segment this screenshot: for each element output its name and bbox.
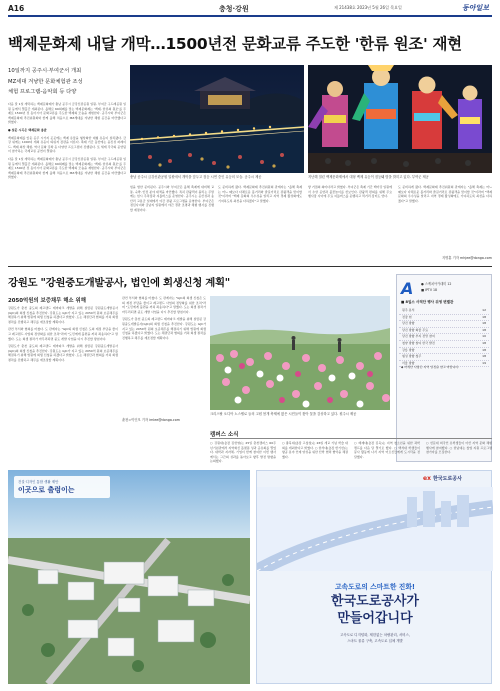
ad-left-title: 이곳으로 출렁이는 xyxy=(18,486,75,494)
lead-body-col5 xyxy=(398,185,492,255)
sidebar-row xyxy=(399,334,489,341)
sidebar-subtitle: ■ IPTV 18 xyxy=(421,288,438,292)
event-sidebar xyxy=(396,274,492,462)
header-rule xyxy=(8,15,492,17)
story2-byline: 춘천=이인모 기자 imlee@donga.com xyxy=(122,418,180,422)
sidebar-row xyxy=(399,321,489,328)
section-divider xyxy=(8,266,492,267)
lead-photo-right xyxy=(308,65,492,173)
row-value: 18 xyxy=(482,340,486,345)
row-value: 18 xyxy=(482,347,486,352)
page-number: A16 xyxy=(8,4,25,13)
ad-left-tagline: 건설·디자인 통합 생활 제안 xyxy=(18,480,59,484)
briefs-col4 xyxy=(426,441,492,465)
row-value: 18 xyxy=(482,321,486,326)
aerial-city-render xyxy=(8,470,250,684)
row-value: 18 xyxy=(482,314,486,319)
sidebar-date: ● 스케치아카데미 12 xyxy=(421,282,452,286)
lead-body-col3 xyxy=(218,185,302,263)
briefs-col3 xyxy=(354,441,420,465)
paragraph: 쌓 거점의 의미다라고 밝혔다. 부여군은 축제 기간 백마강 일원에서 수상 공연과 불꽃놀이를 선보인다. 관광객 편의를 위해 주요 행사장 사이에 무료 셔틀버스를 운행하고 먹거리 장터도 연다. xyxy=(308,185,392,199)
briefs-col1 xyxy=(210,441,276,465)
night-lantern-photo xyxy=(130,65,304,173)
lead-deck xyxy=(8,66,128,98)
ad-art xyxy=(257,487,493,571)
story2-deck: 2050억원의 보증채무 해소 위해 xyxy=(8,298,86,304)
sidebar-row xyxy=(399,341,489,348)
paragraph: 관련 부서와 협의를 마쳤다. 도 관계자는 "GJC의 회생 신청은 도의 재정 부담을 줄이고 레고랜드 사업의 정상화를 위한 조치"라며 "도민에게 불편을 끼쳐 죄송하다"고 말했다. 도는 회생 절차가 마무리되면 중도 개발 사업을 다시 추진할 방침이다. xyxy=(8,327,118,341)
section-title: 충청·강원 xyxy=(219,5,249,13)
row-value: 18 xyxy=(482,327,486,332)
highway-graphic xyxy=(257,487,493,571)
lead-photo-left xyxy=(130,65,304,173)
ad-right-line1: 고속도로의 스마트한 진화! xyxy=(334,583,416,591)
paragraph: 백제문화제를 앞둔 공주 시가지 곳곳에는 백제 유물을 형상화한 대형 유등이 설치됐다. 금강 위에는 1000여 개의 유등이 띄워져 장관을 이룬다. 축제 기간 동안에는 웅진성 퍼레이드, 백제 의상 체험, 역사 문화 강좌 등 다양한 프로그램이 진행된다. 또 세계 각국의 공연팀이 참가하는 국제교류 공연이 열린다. xyxy=(8,135,126,154)
row-label: 횡성 방향 청주 xyxy=(402,354,422,359)
story2-headline: 강원도 "강원중도개발공사, 법인에 회생신청 계획" xyxy=(8,277,230,289)
giant-lantern-photo xyxy=(308,65,492,173)
paragraph: 다음 달 1일 개막하는 백제문화제가 충남 공주시 금강신관공원 일원, 부여군 구드래공원 일원 등에서 열흘간 개최된다. 올해로 69회째를 맞는 백제문화제는 '백제, 한류의 원조'를 주제로 1500년 전 동아시아 문화교류를 주도한 백제의 모습을 재현한다. 공주시와 부여군은 백제문화제 추진위원회와 함께 올해 처음으로 MZ세대를 겨냥한 체험 공간을 마련했다고 밝혔다. xyxy=(8,102,126,125)
row-value: 19 xyxy=(482,360,486,365)
paragraph: ○ 충북대(총장 고창섭)는 26일 개교 기념 학술 대회를 개최한다고 밝혔다. ○ 한서대(총장 함기선)는 항공 분야 인재 양성을 위한 산학 협력 협약을 체결했다. xyxy=(282,441,348,459)
sidebar-row xyxy=(399,354,489,361)
lead-byline: 지명훈 기자 mhjee@donga.com xyxy=(442,256,492,260)
row-label: 당진 방향 부지 전망 참여 xyxy=(402,334,435,339)
row-label: 강릉 방향 xyxy=(402,347,415,352)
paragraph: 도 준비하게 됐다. 백제문화제 추진위원회 관계자는 "올해 축제는 어느 때보다 다채로운 볼거리와 즐길거리로 관광객을 맞이할 것"이라며 "백제 문화의 우수성을 알리고 지역 경제 활성화에도 기여하도록 최선을 다하겠다"고 말했다. xyxy=(398,185,492,203)
row-value: 18 xyxy=(482,354,486,359)
lead-headline: 백제문화제 내달 개막…1500년전 문화교류 주도한 '한류 원조' 재현 xyxy=(8,35,462,53)
briefs-rule xyxy=(210,438,492,439)
ad-right-small1: 고속도로 디지털화, 제한없는 차량관리, 서비스, xyxy=(340,633,410,637)
paragraph: 도 준비하게 됐다. 백제문화제 추진위원회 관계자는 "올해 축제는 어느 때보다 다채로운 볼거리와 즐길거리로 관광객을 맞이할 것"이라며 "백제 문화의 우수성을 알리고 지역 경제 활성화에도 기여하도록 최선을 다하겠다"고 말했다. xyxy=(218,185,302,203)
row-label: 원주 분석 xyxy=(402,308,415,312)
ex-brand: 한국도로공사 xyxy=(432,476,462,482)
ad-right-small2: 스마트 물류 구축, 고속도로 입체 개발 xyxy=(347,639,403,643)
sidebar-list xyxy=(399,308,489,367)
row-label: 당진 방향 xyxy=(402,321,415,326)
paragraph: ○ 강원대(총장 김헌영)는 25일 춘천캠퍼스 60주년기념관에서 지역혁신 플랫폼 성과 공유회를 열었다. 대학과 지자체, 기업이 함께 참여한 이번 행사에서는 그간의 성과를 돌아보고 향후 발전 방향을 논의했다. xyxy=(210,441,276,464)
row-value: 10 xyxy=(482,334,486,339)
ad-right[interactable] xyxy=(256,470,492,684)
deck-line: 10일까지 공주시·부여군서 개최 xyxy=(8,68,82,74)
briefs-col2 xyxy=(282,441,348,465)
deck-line: MZ세대 겨냥한 문화체험관 조성 xyxy=(8,78,83,85)
lead-body-col2 xyxy=(130,185,214,263)
paragraph: 힘을 합한 준비된다. 공주시와 부여군은 올해 축제에 대비해 교통, 숙박, 안전 분야 대책을 마련했다. 특히 관광객이 몰리는 주말에는 임시 주차장과 셔틀버스를 운영한다. 공주시는 공산성과 송산리 고분군 일대에서 야간 관광 프로그램을 운영한다. 부여군은 정림사지와 궁남지 일원에서 야간 경관 조명과 체험 행사를 진행할 예정이다. xyxy=(130,185,214,212)
deck-line: 체험 프로그램-음악회 등 다양 xyxy=(8,89,77,95)
paragraph: ○ 선문대 외국인 유학생들이 아산 지역 문화 체험 행사에 참여했다. ○ 한남대는 창업 지원 프로그램 참가자를 모집한다. xyxy=(426,441,492,455)
briefs-title: 캠퍼스 소식 xyxy=(210,432,239,438)
sidebar-note: ◆ 자세한 사항은 지역 일정을 참고 바랍니다. xyxy=(401,365,460,369)
ad-right-line3: 만들어갑니다 xyxy=(337,611,413,626)
subhead: ● 설문 시곡은 백제문화 총괄 xyxy=(8,127,47,132)
ad-left[interactable] xyxy=(8,470,250,684)
row-label: 당진 방향 화물 무료 xyxy=(402,327,429,332)
story2-body-col1 xyxy=(8,306,118,462)
paragraph: 강원도가 춘천 중도의 레고랜드 테마파크 개발을 위해 설립된 강원중도개발공사(GJC)의 회생 신청을 추진한다. 강원도는 GJC가 지고 있는 2050억 원의 보증채무를 해결하기 위해 법원에 회생 신청을 하겠다고 밝혔다. 도는 채권단과 협의를 거쳐 회생 절차를 진행하고 채무를 재조정할 계획이다. xyxy=(8,344,118,362)
photo-caption-right: 지난해 열린 백제문화제에서 대형 백제 유등이 점등돼 밤을 밝히고 있다. 부여군 제공 xyxy=(308,175,429,179)
paragraph: 강원도가 춘천 중도의 레고랜드 테마파크 개발을 위해 설립된 강원중도개발공사(GJC)의 회생 신청을 추진한다. 강원도는 GJC가 지고 있는 2050억 원의 보증채무를 해결하기 위해 법원에 회생 신청을 하겠다고 밝혔다. 도는 채권단과 협의를 거쳐 회생 절차를 진행하고 채무를 재조정할 계획이다. xyxy=(122,317,206,340)
flower-photo-caption: 크리스탈 오디아 노스텔로 들의 고원 봄개 축제에 많은 시민들이 찾아 꽃을 감상하고 있다. 원주시 제공 xyxy=(210,412,357,416)
paragraph: 관련 부서와 협의를 마쳤다. 도 관계자는 "GJC의 회생 신청은 도의 재정 부담을 줄이고 레고랜드 사업의 정상화를 위한 조치"라며 "도민에게 불편을 끼쳐 죄송하다"고 말했다. 도는 회생 절차가 마무리되면 중도 개발 사업을 다시 추진할 방침이다. xyxy=(122,296,206,314)
row-value: 12 xyxy=(482,308,486,312)
photo-caption-left: 충남 공주시 금강신관공원 일원에서 개막을 앞두고 점등 시연 중인 유등의 모습. 공주시 제공 xyxy=(130,175,262,179)
issue-meta: 제 21438호 2023년 5월 26일 목요일 xyxy=(334,5,402,10)
story2-body-col2 xyxy=(122,296,206,416)
ex-logo-icon: ex xyxy=(423,475,431,482)
paragraph: 강원도가 춘천 중도의 레고랜드 테마파크 개발을 위해 설립된 강원중도개발공사(GJC)의 회생 신청을 추진한다. 강원도는 GJC가 지고 있는 2050억 원의 보증채무를 해결하기 위해 법원에 회생 신청을 하겠다고 밝혔다. 도는 채권단과 협의를 거쳐 회생 절차를 진행하고 채무를 재조정할 계획이다. xyxy=(8,306,118,324)
paragraph: 다음 달 1일 개막하는 백제문화제가 충남 공주시 금강신관공원 일원, 부여군 구드래공원 일원 등에서 열흘간 개최된다. 올해로 69회째를 맞는 백제문화제는 '백제, 한류의 원조'를 주제로 1500년 전 동아시아 문화교류를 주도한 백제의 모습을 재현한다. 공주시와 부여군은 백제문화제 추진위원회와 함께 올해 처음으로 MZ세대를 겨냥한 체험 공간을 마련했다고 밝혔다. xyxy=(8,156,126,180)
sidebar-title: ■ 8일스 사적단 행사 위생 변별관 xyxy=(401,300,454,304)
flower-photo xyxy=(210,296,390,410)
row-label: 서울 방향 xyxy=(402,360,415,365)
row-label: 청양 방향 참여 한국 발전 xyxy=(402,340,435,345)
row-label: 전장 현 xyxy=(402,314,412,319)
paragraph: ○ 배재대(총장 김욱)는 지역 청소년을 위한 과학 캠프를 다음 달 열기로 했다. ○ 백석대 학생들이 봉사 활동에 나서 지역 어르신들에게 도시락을 전달했다. xyxy=(354,441,420,459)
ex-logo xyxy=(423,475,462,482)
newspaper-brand: 동아일보 xyxy=(462,4,490,12)
ad-right-line2: 한국도로공사가 xyxy=(331,594,419,609)
lead-body-col4 xyxy=(308,185,392,263)
sidebar-logo: A xyxy=(401,279,414,298)
sidebar-row xyxy=(399,308,489,315)
flower-field-photo xyxy=(210,296,390,410)
